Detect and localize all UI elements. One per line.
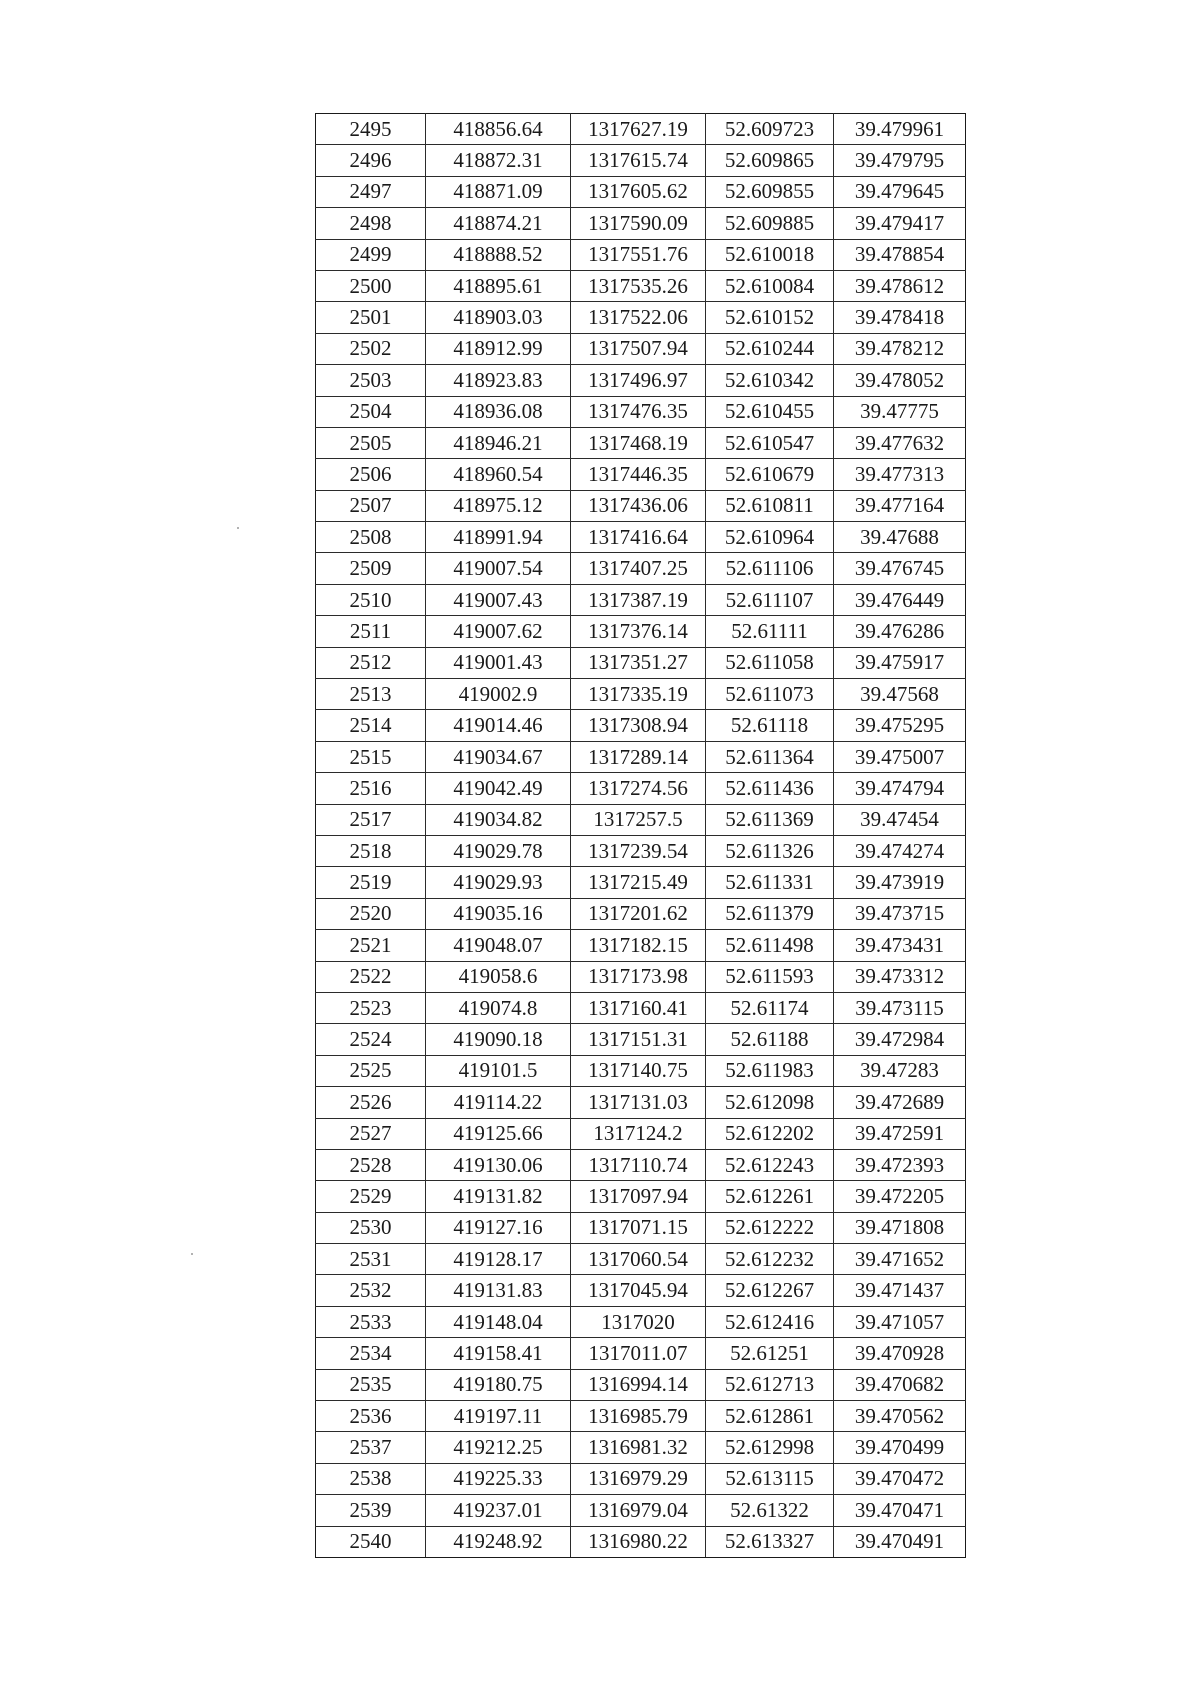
- latitude-cell: 52.611106: [706, 553, 834, 584]
- point-number-cell: 2540: [316, 1526, 426, 1557]
- scan-speck: [191, 1253, 193, 1255]
- x-coordinate-cell: 419180.75: [426, 1369, 571, 1400]
- x-coordinate-cell: 419212.25: [426, 1432, 571, 1463]
- y-coordinate-cell: 1316979.29: [571, 1463, 706, 1494]
- table-row: [316, 302, 966, 333]
- y-coordinate-cell: 1317097.94: [571, 1181, 706, 1212]
- table-row: [316, 1244, 966, 1275]
- latitude-cell: 52.61118: [706, 710, 834, 741]
- table-row: [316, 647, 966, 678]
- point-number-cell: 2495: [316, 114, 426, 145]
- point-number-cell: 2533: [316, 1306, 426, 1337]
- table-row: [316, 1181, 966, 1212]
- longitude-cell: 39.475295: [834, 710, 966, 741]
- y-coordinate-cell: 1317071.15: [571, 1212, 706, 1243]
- latitude-cell: 52.609723: [706, 114, 834, 145]
- x-coordinate-cell: 418991.94: [426, 522, 571, 553]
- x-coordinate-cell: 419090.18: [426, 1024, 571, 1055]
- latitude-cell: 52.610018: [706, 239, 834, 270]
- table-row: [316, 898, 966, 929]
- x-coordinate-cell: 419237.01: [426, 1495, 571, 1526]
- x-coordinate-cell: 419101.5: [426, 1055, 571, 1086]
- x-coordinate-cell: 419130.06: [426, 1149, 571, 1180]
- y-coordinate-cell: 1317124.2: [571, 1118, 706, 1149]
- longitude-cell: 39.479795: [834, 145, 966, 176]
- longitude-cell: 39.472591: [834, 1118, 966, 1149]
- table-row: [316, 1526, 966, 1557]
- point-number-cell: 2524: [316, 1024, 426, 1055]
- longitude-cell: 39.471057: [834, 1306, 966, 1337]
- y-coordinate-cell: 1317605.62: [571, 176, 706, 207]
- x-coordinate-cell: 419125.66: [426, 1118, 571, 1149]
- point-number-cell: 2535: [316, 1369, 426, 1400]
- y-coordinate-cell: 1317416.64: [571, 522, 706, 553]
- latitude-cell: 52.611326: [706, 835, 834, 866]
- longitude-cell: 39.473312: [834, 961, 966, 992]
- y-coordinate-cell: 1316979.04: [571, 1495, 706, 1526]
- y-coordinate-cell: 1317160.41: [571, 992, 706, 1023]
- y-coordinate-cell: 1317182.15: [571, 930, 706, 961]
- longitude-cell: 39.471652: [834, 1244, 966, 1275]
- latitude-cell: 52.609885: [706, 208, 834, 239]
- longitude-cell: 39.477632: [834, 427, 966, 458]
- longitude-cell: 39.470472: [834, 1463, 966, 1494]
- y-coordinate-cell: 1316981.32: [571, 1432, 706, 1463]
- point-number-cell: 2496: [316, 145, 426, 176]
- table-row: [316, 930, 966, 961]
- table-row: [316, 1401, 966, 1432]
- x-coordinate-cell: 418975.12: [426, 490, 571, 521]
- latitude-cell: 52.609855: [706, 176, 834, 207]
- latitude-cell: 52.611058: [706, 647, 834, 678]
- longitude-cell: 39.470562: [834, 1401, 966, 1432]
- longitude-cell: 39.473115: [834, 992, 966, 1023]
- latitude-cell: 52.610152: [706, 302, 834, 333]
- x-coordinate-cell: 418874.21: [426, 208, 571, 239]
- point-number-cell: 2516: [316, 773, 426, 804]
- table-row: [316, 176, 966, 207]
- x-coordinate-cell: 419029.78: [426, 835, 571, 866]
- point-number-cell: 2515: [316, 741, 426, 772]
- y-coordinate-cell: 1317335.19: [571, 679, 706, 710]
- y-coordinate-cell: 1317173.98: [571, 961, 706, 992]
- longitude-cell: 39.472205: [834, 1181, 966, 1212]
- latitude-cell: 52.610342: [706, 365, 834, 396]
- x-coordinate-cell: 419131.82: [426, 1181, 571, 1212]
- table-row: [316, 1118, 966, 1149]
- table-row: [316, 1212, 966, 1243]
- y-coordinate-cell: 1317257.5: [571, 804, 706, 835]
- table-row: [316, 239, 966, 270]
- table-row: [316, 1087, 966, 1118]
- point-number-cell: 2511: [316, 616, 426, 647]
- y-coordinate-cell: 1317289.14: [571, 741, 706, 772]
- y-coordinate-cell: 1317535.26: [571, 270, 706, 301]
- table-row: [316, 553, 966, 584]
- latitude-cell: 52.611369: [706, 804, 834, 835]
- table-row: [316, 270, 966, 301]
- y-coordinate-cell: 1317201.62: [571, 898, 706, 929]
- y-coordinate-cell: 1317060.54: [571, 1244, 706, 1275]
- y-coordinate-cell: 1317308.94: [571, 710, 706, 741]
- x-coordinate-cell: 419014.46: [426, 710, 571, 741]
- x-coordinate-cell: 419197.11: [426, 1401, 571, 1432]
- x-coordinate-cell: 418888.52: [426, 239, 571, 270]
- latitude-cell: 52.612416: [706, 1306, 834, 1337]
- y-coordinate-cell: 1317407.25: [571, 553, 706, 584]
- x-coordinate-cell: 419001.43: [426, 647, 571, 678]
- table-row: [316, 1369, 966, 1400]
- y-coordinate-cell: 1317436.06: [571, 490, 706, 521]
- longitude-cell: 39.474274: [834, 835, 966, 866]
- point-number-cell: 2521: [316, 930, 426, 961]
- longitude-cell: 39.470471: [834, 1495, 966, 1526]
- point-number-cell: 2512: [316, 647, 426, 678]
- latitude-cell: 52.611364: [706, 741, 834, 772]
- y-coordinate-cell: 1317140.75: [571, 1055, 706, 1086]
- x-coordinate-cell: 419034.67: [426, 741, 571, 772]
- latitude-cell: 52.610244: [706, 333, 834, 364]
- table-row: [316, 616, 966, 647]
- x-coordinate-cell: 419042.49: [426, 773, 571, 804]
- table-row: [316, 961, 966, 992]
- x-coordinate-cell: 418856.64: [426, 114, 571, 145]
- y-coordinate-cell: 1317627.19: [571, 114, 706, 145]
- latitude-cell: 52.612222: [706, 1212, 834, 1243]
- table-row: [316, 114, 966, 145]
- latitude-cell: 52.610679: [706, 459, 834, 490]
- y-coordinate-cell: 1316985.79: [571, 1401, 706, 1432]
- y-coordinate-cell: 1317551.76: [571, 239, 706, 270]
- point-number-cell: 2523: [316, 992, 426, 1023]
- latitude-cell: 52.61111: [706, 616, 834, 647]
- longitude-cell: 39.472689: [834, 1087, 966, 1118]
- latitude-cell: 52.612243: [706, 1149, 834, 1180]
- longitude-cell: 39.474794: [834, 773, 966, 804]
- point-number-cell: 2519: [316, 867, 426, 898]
- table-row: [316, 992, 966, 1023]
- point-number-cell: 2522: [316, 961, 426, 992]
- x-coordinate-cell: 419058.6: [426, 961, 571, 992]
- table-row: [316, 741, 966, 772]
- x-coordinate-cell: 419074.8: [426, 992, 571, 1023]
- scan-speck: [237, 527, 239, 529]
- point-number-cell: 2501: [316, 302, 426, 333]
- longitude-cell: 39.473919: [834, 867, 966, 898]
- latitude-cell: 52.611107: [706, 584, 834, 615]
- coordinates-table: [315, 113, 966, 1558]
- table-row: [316, 804, 966, 835]
- point-number-cell: 2510: [316, 584, 426, 615]
- x-coordinate-cell: 418936.08: [426, 396, 571, 427]
- y-coordinate-cell: 1316994.14: [571, 1369, 706, 1400]
- latitude-cell: 52.613327: [706, 1526, 834, 1557]
- x-coordinate-cell: 419158.41: [426, 1338, 571, 1369]
- y-coordinate-cell: 1317387.19: [571, 584, 706, 615]
- x-coordinate-cell: 418872.31: [426, 145, 571, 176]
- table-row: [316, 1432, 966, 1463]
- latitude-cell: 52.61251: [706, 1338, 834, 1369]
- y-coordinate-cell: 1317110.74: [571, 1149, 706, 1180]
- y-coordinate-cell: 1316980.22: [571, 1526, 706, 1557]
- table-row: [316, 1495, 966, 1526]
- latitude-cell: 52.612267: [706, 1275, 834, 1306]
- table-row: [316, 835, 966, 866]
- table-row: [316, 584, 966, 615]
- longitude-cell: 39.471437: [834, 1275, 966, 1306]
- table-row: [316, 1306, 966, 1337]
- latitude-cell: 52.610455: [706, 396, 834, 427]
- longitude-cell: 39.471808: [834, 1212, 966, 1243]
- y-coordinate-cell: 1317151.31: [571, 1024, 706, 1055]
- table-row: [316, 522, 966, 553]
- x-coordinate-cell: 418946.21: [426, 427, 571, 458]
- point-number-cell: 2534: [316, 1338, 426, 1369]
- x-coordinate-cell: 419127.16: [426, 1212, 571, 1243]
- longitude-cell: 39.470499: [834, 1432, 966, 1463]
- latitude-cell: 52.612202: [706, 1118, 834, 1149]
- longitude-cell: 39.478612: [834, 270, 966, 301]
- table-row: [316, 1275, 966, 1306]
- longitude-cell: 39.478212: [834, 333, 966, 364]
- longitude-cell: 39.479417: [834, 208, 966, 239]
- x-coordinate-cell: 419148.04: [426, 1306, 571, 1337]
- x-coordinate-cell: 419128.17: [426, 1244, 571, 1275]
- table-row: [316, 773, 966, 804]
- latitude-cell: 52.61174: [706, 992, 834, 1023]
- latitude-cell: 52.611379: [706, 898, 834, 929]
- longitude-cell: 39.47454: [834, 804, 966, 835]
- y-coordinate-cell: 1317215.49: [571, 867, 706, 898]
- point-number-cell: 2528: [316, 1149, 426, 1180]
- point-number-cell: 2527: [316, 1118, 426, 1149]
- y-coordinate-cell: 1317522.06: [571, 302, 706, 333]
- point-number-cell: 2500: [316, 270, 426, 301]
- point-number-cell: 2513: [316, 679, 426, 710]
- latitude-cell: 52.610811: [706, 490, 834, 521]
- latitude-cell: 52.611983: [706, 1055, 834, 1086]
- longitude-cell: 39.47283: [834, 1055, 966, 1086]
- x-coordinate-cell: 419248.92: [426, 1526, 571, 1557]
- point-number-cell: 2502: [316, 333, 426, 364]
- point-number-cell: 2536: [316, 1401, 426, 1432]
- longitude-cell: 39.478052: [834, 365, 966, 396]
- point-number-cell: 2526: [316, 1087, 426, 1118]
- point-number-cell: 2539: [316, 1495, 426, 1526]
- y-coordinate-cell: 1317045.94: [571, 1275, 706, 1306]
- x-coordinate-cell: 419225.33: [426, 1463, 571, 1494]
- point-number-cell: 2504: [316, 396, 426, 427]
- latitude-cell: 52.612998: [706, 1432, 834, 1463]
- longitude-cell: 39.477164: [834, 490, 966, 521]
- latitude-cell: 52.609865: [706, 145, 834, 176]
- longitude-cell: 39.473715: [834, 898, 966, 929]
- x-coordinate-cell: 419048.07: [426, 930, 571, 961]
- table-row: [316, 427, 966, 458]
- table-row: [316, 867, 966, 898]
- latitude-cell: 52.611073: [706, 679, 834, 710]
- latitude-cell: 52.612232: [706, 1244, 834, 1275]
- longitude-cell: 39.473431: [834, 930, 966, 961]
- x-coordinate-cell: 419007.54: [426, 553, 571, 584]
- x-coordinate-cell: 419131.83: [426, 1275, 571, 1306]
- y-coordinate-cell: 1317274.56: [571, 773, 706, 804]
- x-coordinate-cell: 418923.83: [426, 365, 571, 396]
- latitude-cell: 52.610084: [706, 270, 834, 301]
- longitude-cell: 39.47688: [834, 522, 966, 553]
- longitude-cell: 39.479961: [834, 114, 966, 145]
- y-coordinate-cell: 1317468.19: [571, 427, 706, 458]
- table-row: [316, 1055, 966, 1086]
- table-row: [316, 333, 966, 364]
- point-number-cell: 2507: [316, 490, 426, 521]
- longitude-cell: 39.478854: [834, 239, 966, 270]
- table-row: [316, 710, 966, 741]
- latitude-cell: 52.61188: [706, 1024, 834, 1055]
- point-number-cell: 2505: [316, 427, 426, 458]
- y-coordinate-cell: 1317446.35: [571, 459, 706, 490]
- longitude-cell: 39.470682: [834, 1369, 966, 1400]
- point-number-cell: 2520: [316, 898, 426, 929]
- longitude-cell: 39.475917: [834, 647, 966, 678]
- longitude-cell: 39.476449: [834, 584, 966, 615]
- latitude-cell: 52.612713: [706, 1369, 834, 1400]
- y-coordinate-cell: 1317020: [571, 1306, 706, 1337]
- latitude-cell: 52.611331: [706, 867, 834, 898]
- x-coordinate-cell: 419007.43: [426, 584, 571, 615]
- table-row: [316, 1024, 966, 1055]
- longitude-cell: 39.475007: [834, 741, 966, 772]
- point-number-cell: 2517: [316, 804, 426, 835]
- y-coordinate-cell: 1317615.74: [571, 145, 706, 176]
- longitude-cell: 39.470491: [834, 1526, 966, 1557]
- point-number-cell: 2508: [316, 522, 426, 553]
- point-number-cell: 2529: [316, 1181, 426, 1212]
- latitude-cell: 52.612861: [706, 1401, 834, 1432]
- table-row: [316, 396, 966, 427]
- point-number-cell: 2514: [316, 710, 426, 741]
- longitude-cell: 39.476286: [834, 616, 966, 647]
- latitude-cell: 52.610547: [706, 427, 834, 458]
- point-number-cell: 2518: [316, 835, 426, 866]
- latitude-cell: 52.612098: [706, 1087, 834, 1118]
- latitude-cell: 52.612261: [706, 1181, 834, 1212]
- x-coordinate-cell: 418895.61: [426, 270, 571, 301]
- x-coordinate-cell: 418912.99: [426, 333, 571, 364]
- point-number-cell: 2532: [316, 1275, 426, 1306]
- y-coordinate-cell: 1317351.27: [571, 647, 706, 678]
- y-coordinate-cell: 1317376.14: [571, 616, 706, 647]
- y-coordinate-cell: 1317131.03: [571, 1087, 706, 1118]
- longitude-cell: 39.476745: [834, 553, 966, 584]
- longitude-cell: 39.477313: [834, 459, 966, 490]
- table-row: [316, 679, 966, 710]
- table-row: [316, 1463, 966, 1494]
- table-row: [316, 1338, 966, 1369]
- x-coordinate-cell: 419034.82: [426, 804, 571, 835]
- x-coordinate-cell: 418871.09: [426, 176, 571, 207]
- longitude-cell: 39.472393: [834, 1149, 966, 1180]
- table-row: [316, 365, 966, 396]
- longitude-cell: 39.478418: [834, 302, 966, 333]
- latitude-cell: 52.61322: [706, 1495, 834, 1526]
- point-number-cell: 2497: [316, 176, 426, 207]
- point-number-cell: 2498: [316, 208, 426, 239]
- y-coordinate-cell: 1317476.35: [571, 396, 706, 427]
- longitude-cell: 39.479645: [834, 176, 966, 207]
- x-coordinate-cell: 419035.16: [426, 898, 571, 929]
- table-row: [316, 490, 966, 521]
- point-number-cell: 2503: [316, 365, 426, 396]
- longitude-cell: 39.47775: [834, 396, 966, 427]
- y-coordinate-cell: 1317011.07: [571, 1338, 706, 1369]
- latitude-cell: 52.611593: [706, 961, 834, 992]
- longitude-cell: 39.470928: [834, 1338, 966, 1369]
- point-number-cell: 2537: [316, 1432, 426, 1463]
- longitude-cell: 39.472984: [834, 1024, 966, 1055]
- y-coordinate-cell: 1317590.09: [571, 208, 706, 239]
- x-coordinate-cell: 418903.03: [426, 302, 571, 333]
- y-coordinate-cell: 1317239.54: [571, 835, 706, 866]
- latitude-cell: 52.613115: [706, 1463, 834, 1494]
- coordinates-table-body: [316, 114, 966, 1558]
- x-coordinate-cell: 418960.54: [426, 459, 571, 490]
- point-number-cell: 2506: [316, 459, 426, 490]
- table-row: [316, 208, 966, 239]
- table-row: [316, 145, 966, 176]
- point-number-cell: 2509: [316, 553, 426, 584]
- x-coordinate-cell: 419002.9: [426, 679, 571, 710]
- latitude-cell: 52.611498: [706, 930, 834, 961]
- x-coordinate-cell: 419114.22: [426, 1087, 571, 1118]
- table-row: [316, 459, 966, 490]
- longitude-cell: 39.47568: [834, 679, 966, 710]
- table-row: [316, 1149, 966, 1180]
- point-number-cell: 2525: [316, 1055, 426, 1086]
- point-number-cell: 2538: [316, 1463, 426, 1494]
- point-number-cell: 2530: [316, 1212, 426, 1243]
- y-coordinate-cell: 1317496.97: [571, 365, 706, 396]
- x-coordinate-cell: 419007.62: [426, 616, 571, 647]
- point-number-cell: 2531: [316, 1244, 426, 1275]
- point-number-cell: 2499: [316, 239, 426, 270]
- latitude-cell: 52.611436: [706, 773, 834, 804]
- latitude-cell: 52.610964: [706, 522, 834, 553]
- y-coordinate-cell: 1317507.94: [571, 333, 706, 364]
- x-coordinate-cell: 419029.93: [426, 867, 571, 898]
